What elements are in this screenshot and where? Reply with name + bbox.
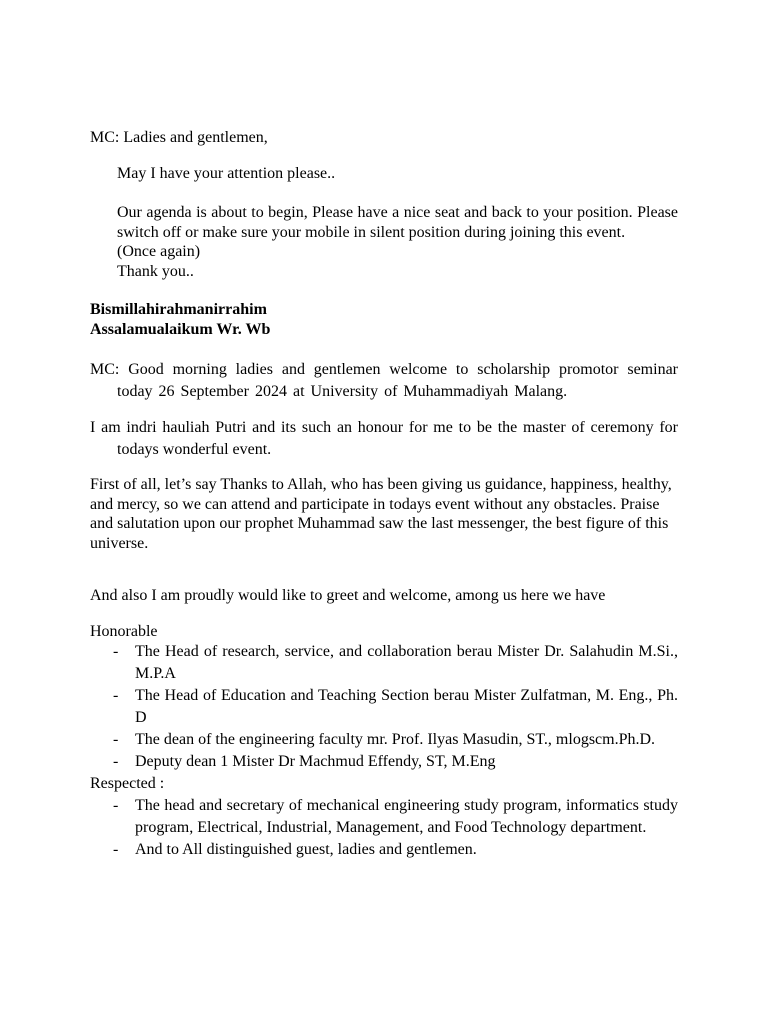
respected-item-2: And to All distinguished guest, ladies and gentlemen. <box>135 841 477 858</box>
respected-label: Respected : <box>90 775 165 792</box>
honorable-item-2: The Head of Education and Teaching Section berau Mister Zulfatman, M. Eng., Ph. D <box>135 687 678 726</box>
dash-bullet: - <box>113 643 119 660</box>
greet-paragraph: And also I am proudly would like to greet and welcome, among us here we have <box>90 587 606 604</box>
respected-item-1: The head and secretary of mechanical engineering study program, informatics study program, Electrical, Industrial, Management, and Food Technology department. <box>135 797 678 836</box>
attention-line: May I have your attention please.. <box>117 164 336 182</box>
list-item <box>90 839 678 861</box>
honorable-item-4: Deputy dean 1 Mister Dr Machmud Effendy, ST, M.Eng <box>135 753 496 770</box>
salam-heading: Assalamualaikum Wr. Wb <box>90 320 271 338</box>
respected-list <box>90 795 678 861</box>
dash-bullet: - <box>113 753 119 770</box>
honorable-list <box>90 641 678 773</box>
list-item <box>90 641 678 685</box>
mc-opening-line: MC: Ladies and gentlemen, <box>90 129 268 146</box>
dash-bullet: - <box>113 687 119 704</box>
honorable-item-3: The dean of the engineering faculty mr. Prof. Ilyas Masudin, ST., mlogscm.Ph.D. <box>135 731 656 748</box>
honorable-item-1: The Head of research, service, and collaboration berau Mister Dr. Salahudin M.Si., M.P.A <box>135 643 678 682</box>
honorable-label: Honorable <box>90 622 158 640</box>
agenda-paragraph: Our agenda is about to begin, Please have a nice seat and back to your position. Please switch off or make sure your mobile in silent position during joining this event. <box>117 204 678 241</box>
attention-block <box>90 164 678 282</box>
list-item <box>90 685 678 729</box>
list-item <box>90 729 678 751</box>
good-morning-paragraph: MC: Good morning ladies and gentlemen welcome to scholarship promotor seminar today 26 September 2024 at University of Muhammadiyah Malang. <box>90 361 678 400</box>
document-body <box>90 128 678 861</box>
list-item <box>90 795 678 839</box>
thank-you-line: Thank you.. <box>117 262 194 280</box>
bismillah-heading: Bismillahirahmanirrahim <box>90 301 267 318</box>
self-intro-paragraph: I am indri hauliah Putri and its such an honour for me to be the master of ceremony for todays wonderful event. <box>90 419 678 458</box>
once-again-line: (Once again) <box>117 243 201 260</box>
dash-bullet: - <box>113 797 119 814</box>
thanks-paragraph: First of all, let’s say Thanks to Allah, who has been giving us guidance, happiness, healthy, and mercy, so we can attend and participate in todays event without any obstacles. Praise and salutation upon our prophet Muhammad saw the last messenger, the best figure of this universe. <box>90 476 672 552</box>
dash-bullet: - <box>113 841 119 858</box>
dash-bullet: - <box>113 731 119 748</box>
list-item <box>90 751 678 773</box>
